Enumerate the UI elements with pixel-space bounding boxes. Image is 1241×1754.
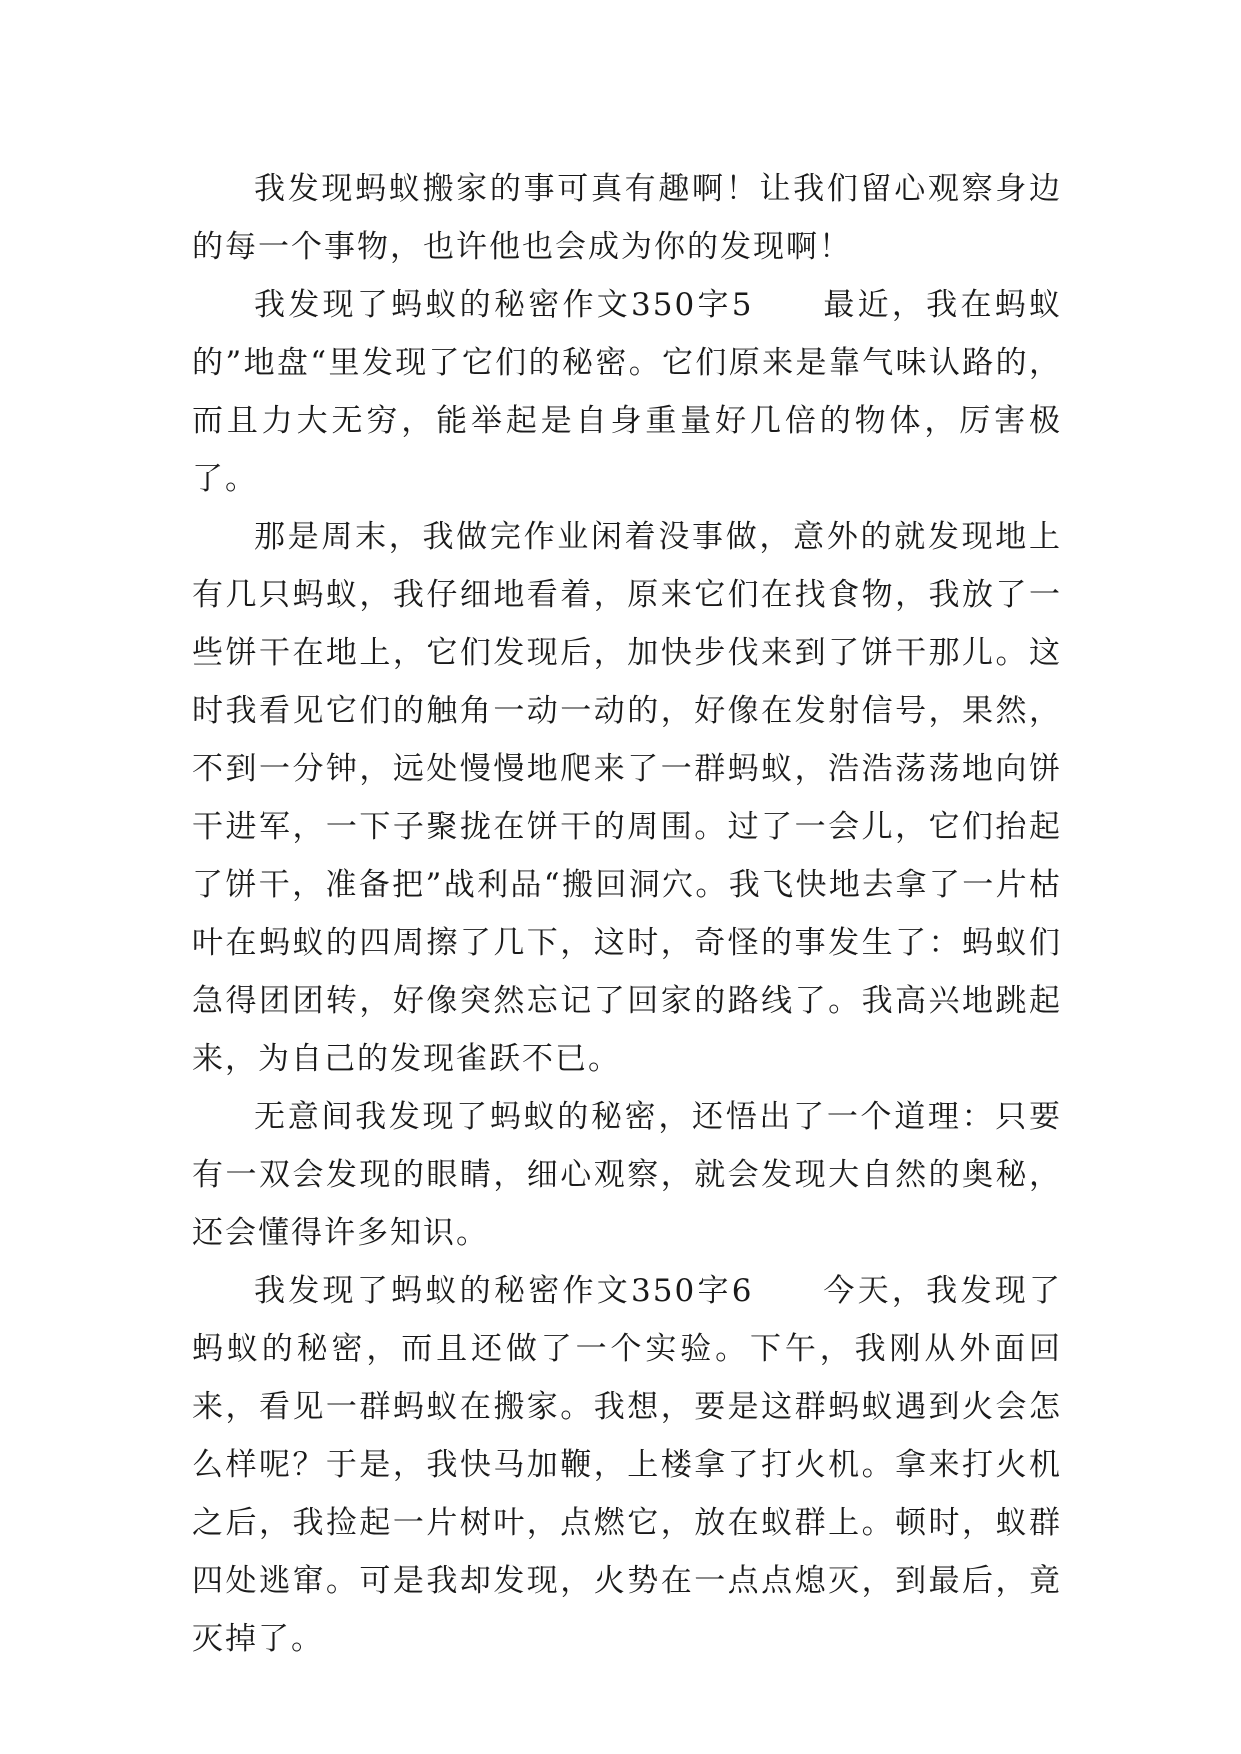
paragraph: 我发现蚂蚁搬家的事可真有趣啊！让我们留心观察身边的每一个事物，也许他也会成为你的发现啊！ [192, 171, 1062, 265]
paragraph: 我发现了蚂蚁的秘密作文350字6 今天，我发现了蚂蚁的秘密，而且还做了一个实验。下午，我刚从外面回来，看见一群蚂蚁在搬家。我想，要是这群蚂蚁遇到火会怎么样呢？于是，我快马加鞭，上楼拿了打火机。拿来打火机之后，我捡起一片树叶，点燃它，放在蚁群上。顿时，蚁群四处逃窜。可是我却发现，火势在一点点熄灭，到最后，竟灭掉了。 [192, 1273, 1062, 1657]
paragraph: 无意间我发现了蚂蚁的秘密，还悟出了一个道理：只要有一双会发现的眼睛，细心观察，就会发现大自然的奥秘，还会懂得许多知识。 [192, 1099, 1062, 1251]
paragraph: 我发现了蚂蚁的秘密作文350字5 最近，我在蚂蚁的”地盘“里发现了它们的秘密。它们原来是靠气味认路的，而且力大无穷，能举起是自身重量好几倍的物体，厉害极了。 [192, 287, 1062, 497]
paragraph: 那是周末，我做完作业闲着没事做，意外的就发现地上有几只蚂蚁，我仔细地看着，原来它们在找食物，我放了一些饼干在地上，它们发现后，加快步伐来到了饼干那儿。这时我看见它们的触角一动一动的，好像在发射信号，果然，不到一分钟，远处慢慢地爬来了一群蚂蚁，浩浩荡荡地向饼干进军，一下子聚拢在饼干的周围。过了一会儿，它们抬起了饼干，准备把”战利品“搬回洞穴。我飞快地去拿了一片枯叶在蚂蚁的四周擦了几下，这时，奇怪的事发生了：蚂蚁们急得团团转，好像突然忘记了回家的路线了。我高兴地跳起来，为自己的发现雀跃不已。 [192, 519, 1062, 1077]
document-body [192, 160, 1062, 1668]
